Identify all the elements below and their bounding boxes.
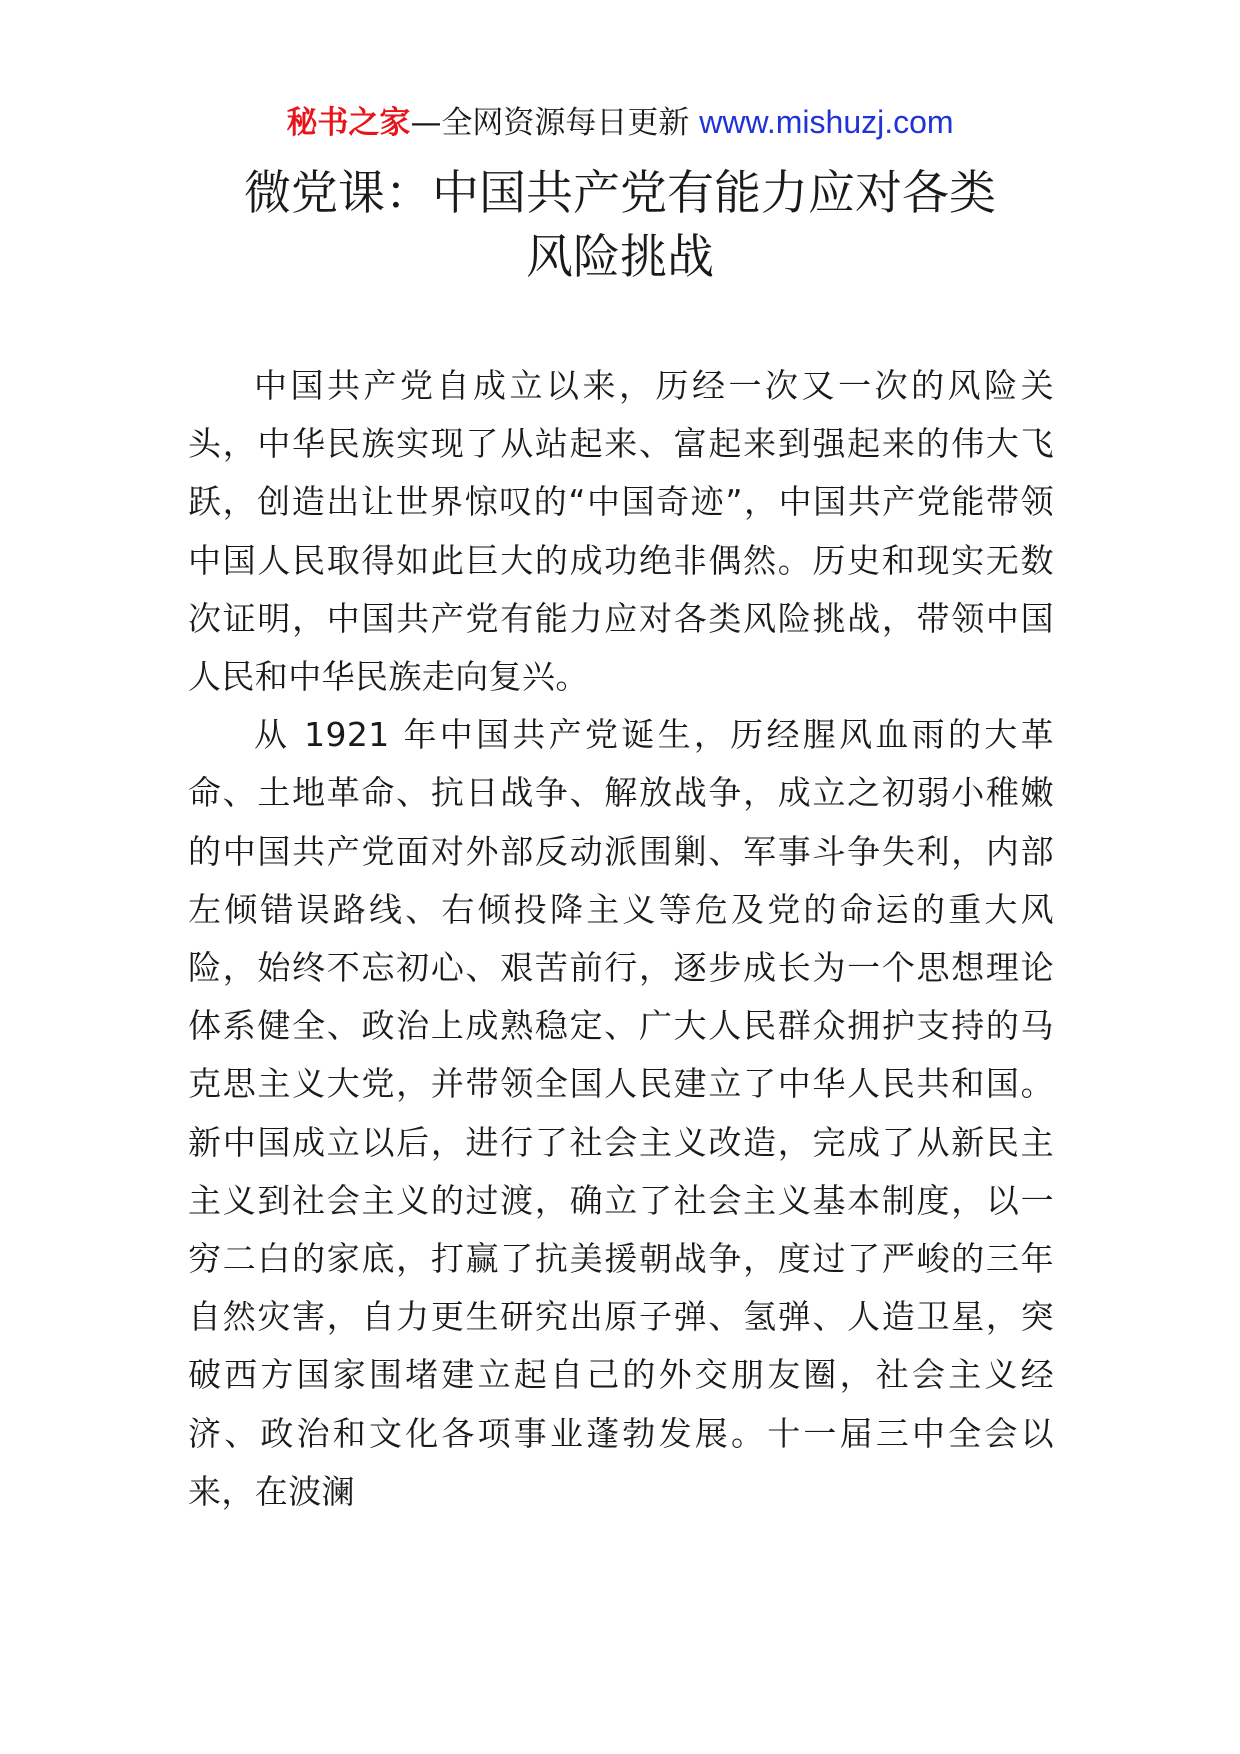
header-tagline: —全网资源每日更新	[410, 105, 700, 141]
site-url-link[interactable]: www.mishuzj.com	[699, 104, 954, 140]
brand-name: 秘书之家	[286, 105, 411, 141]
document-body	[188, 357, 1054, 1521]
paragraph-1: 中国共产党自成立以来，历经一次又一次的风险关头，中华民族实现了从站起来、富起来到强起来的伟大飞跃，创造出让世界惊叹的“中国奇迹”，中国共产党能带领中国人民取得如此巨大的成功绝非偶然。历史和现实无数次证明，中国共产党有能力应对各类风险挑战，带领中国人民和中华民族走向复兴。	[188, 366, 1054, 697]
title-line-1: 微党课：中国共产党有能力应对各类	[244, 166, 996, 221]
title-line-2: 风险挑战	[526, 230, 714, 285]
document-title	[200, 162, 1040, 290]
site-header	[0, 100, 1240, 145]
paragraph-2: 从 1921 年中国共产党诞生，历经腥风血雨的大革命、土地革命、抗日战争、解放战争，成立之初弱小稚嫩的中国共产党面对外部反动派围剿、军事斗争失利，内部左倾错误路线、右倾投降主义等危及党的命运的重大风险，始终不忘初心、艰苦前行，逐步成长为一个思想理论体系健全、政治上成熟稳定、广大人民群众拥护支持的马克思主义大党，并带领全国人民建立了中华人民共和国。新中国成立以后，进行了社会主义改造，完成了从新民主主义到社会主义的过渡，确立了社会主义基本制度，以一穷二白的家底，打赢了抗美援朝战争，度过了严峻的三年自然灾害，自力更生研究出原子弹、氢弹、人造卫星，突破西方国家围堵建立起自己的外交朋友圈，社会主义经济、政治和文化各项事业蓬勃发展。十一届三中全会以来，在波澜	[188, 715, 1054, 1511]
